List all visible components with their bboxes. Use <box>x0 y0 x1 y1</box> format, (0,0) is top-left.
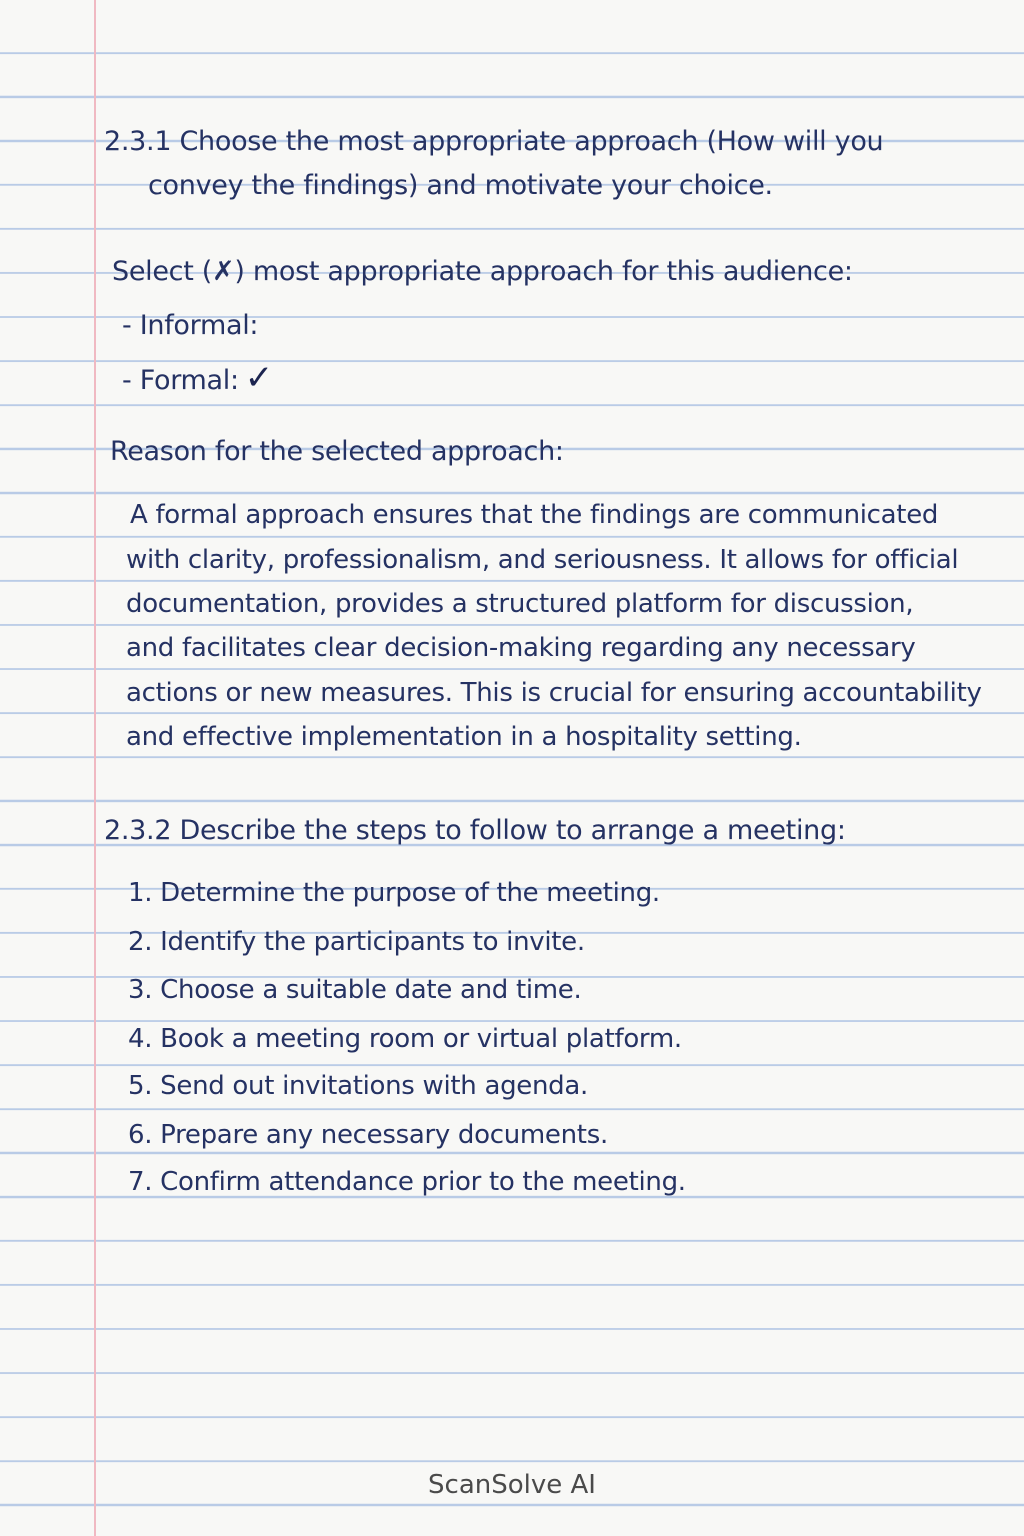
option-formal-label: - Formal: <box>122 365 239 396</box>
question-2-3-2-heading: 2.3.2 Describe the steps to follow to arrange a meeting: <box>104 815 846 846</box>
reason-line: and effective implementation in a hospitality setting. <box>126 722 802 752</box>
check-mark-icon: ✓ <box>244 358 273 398</box>
reason-line: with clarity, professionalism, and seriousness. It allows for official <box>126 545 959 575</box>
step-item: 2. Identify the participants to invite. <box>128 927 585 957</box>
step-item: 1. Determine the purpose of the meeting. <box>128 878 660 908</box>
reason-line: actions or new measures. This is crucial for ensuring accountability <box>126 678 982 708</box>
option-informal: - Informal: <box>122 310 259 341</box>
step-item: 3. Choose a suitable date and time. <box>128 975 582 1005</box>
question-2-3-1-line-2: convey the findings) and motivate your choice. <box>148 170 773 201</box>
step-item: 6. Prepare any necessary documents. <box>128 1120 608 1150</box>
reason-line: A formal approach ensures that the findings are communicated <box>130 500 939 530</box>
step-item: 5. Send out invitations with agenda. <box>128 1071 588 1101</box>
step-item: 4. Book a meeting room or virtual platform. <box>128 1024 682 1054</box>
option-formal <box>122 358 273 398</box>
reason-heading: Reason for the selected approach: <box>110 436 564 467</box>
step-item: 7. Confirm attendance prior to the meeting. <box>128 1167 686 1197</box>
select-prompt: Select (✗) most appropriate approach for this audience: <box>112 256 853 287</box>
question-2-3-1-line-1: 2.3.1 Choose the most appropriate approach (How will you <box>104 126 884 157</box>
margin-line <box>94 0 96 1536</box>
reason-line: and facilitates clear decision-making regarding any necessary <box>126 633 916 663</box>
reason-line: documentation, provides a structured platform for discussion, <box>126 589 914 619</box>
footer-brand: ScanSolve AI <box>428 1470 596 1500</box>
